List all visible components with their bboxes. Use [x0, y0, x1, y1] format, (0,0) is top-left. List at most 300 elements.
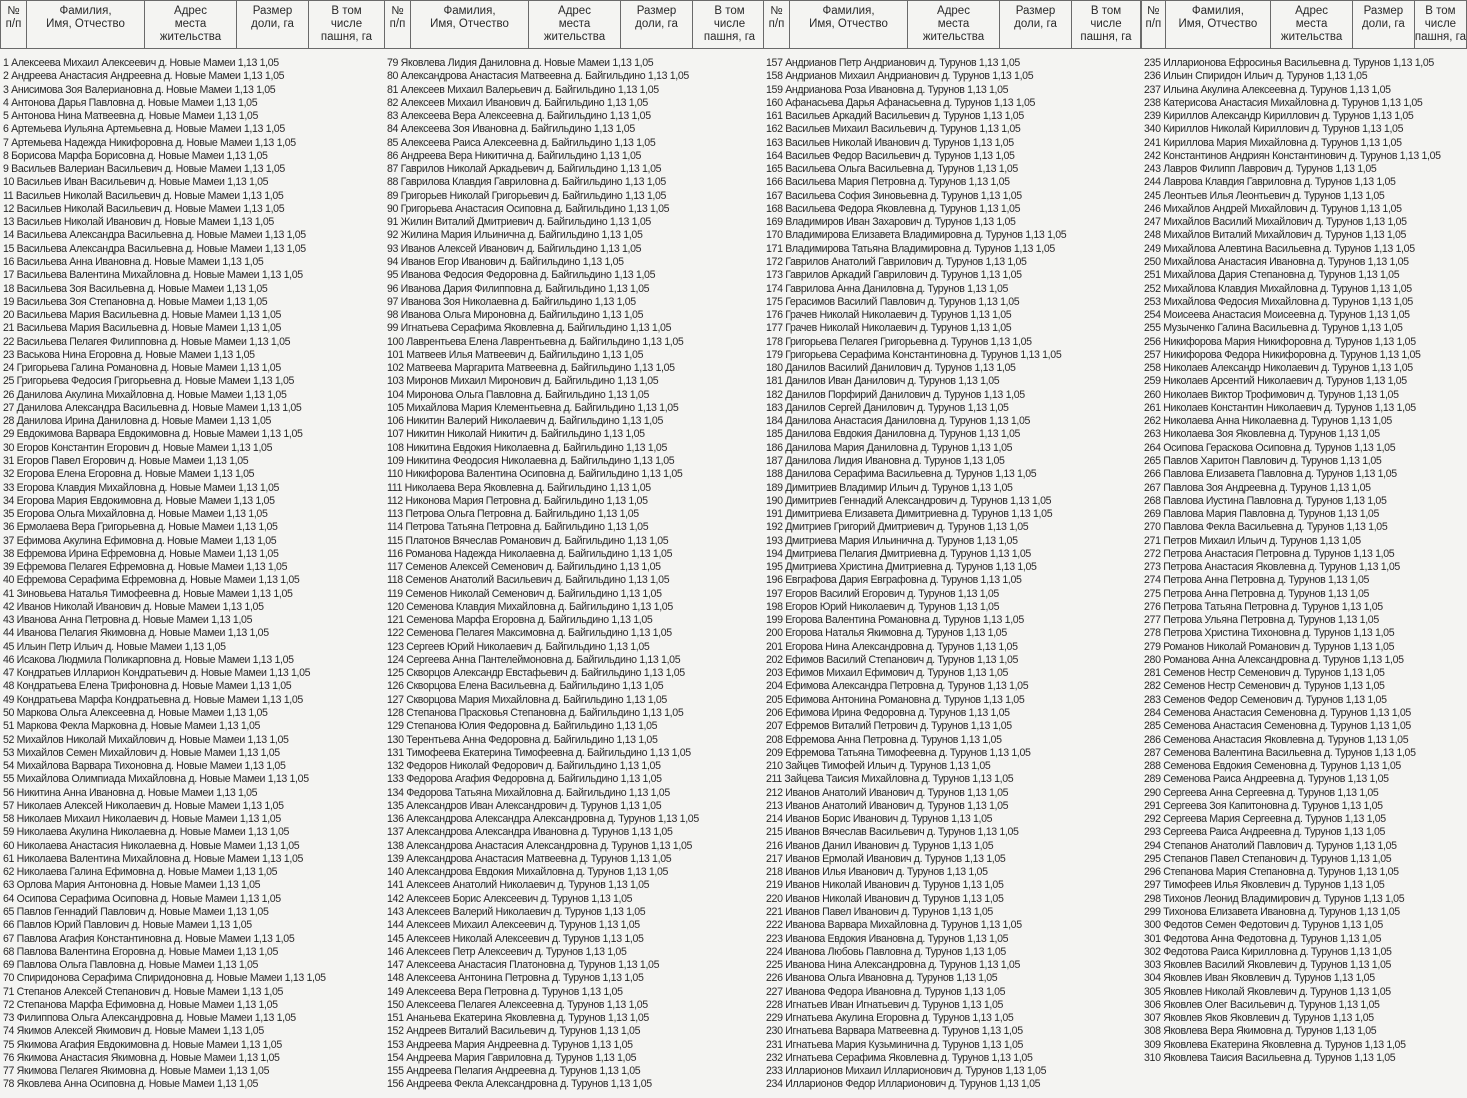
table-row: 245 Леонтьев Илья Леонтьевич д. Турунов 1,13 1,05 — [1144, 189, 1385, 202]
table-row: 107 Никитин Николай Никитич д. Байгильдино 1,13 1,05 — [387, 428, 645, 441]
table-row: 130 Терентьева Анна Федоровна д. Байгильдино 1,13 1,05 — [387, 733, 658, 746]
table-row: 103 Миронов Михаил Миронович д. Байгильдино 1,13 1,05 — [387, 375, 659, 388]
table-row: 1 Алексеева Михаил Алексеевич д. Новые Мамеи 1,13 1,05 — [3, 57, 279, 69]
table-row: 239 Кириллов Александр Кириллович д. Турунов 1,13 1,05 — [1144, 110, 1414, 123]
table-row: 127 Скворцова Мария Михайловна д. Байгильдино 1,13 1,05 — [387, 693, 667, 706]
table-row: 123 Сергеев Юрий Николаевич д. Байгильдино 1,13 1,05 — [387, 640, 650, 653]
table-row: 268 Павлова Иустина Павловна д. Турунов 1,13 1,05 — [1144, 494, 1387, 507]
table-row: 253 Михайлова Федосия Михайловна д. Турунов 1,13 1,05 — [1144, 295, 1413, 308]
table-row: 230 Игнатьева Варвара Матвеевна д. Турунов 1,13 1,05 — [766, 1025, 1023, 1038]
table-row: 16 Васильева Анна Ивановна д. Новые Мамеи 1,13 1,05 — [3, 255, 264, 268]
table-row: 170 Владимирова Елизавета Владимировна д. Турунов 1,13 1,05 — [766, 229, 1067, 242]
header-arable: В том числе пашня, га — [703, 5, 756, 43]
table-row: 95 Иванова Федосия Федоровна д. Байгильдино 1,13 1,05 — [387, 269, 656, 282]
table-row: 51 Маркова Фекла Марковна д. Новые Мамеи 1,13 1,05 — [3, 720, 261, 733]
table-row: 104 Миронова Ольга Павловна д. Байгильдино 1,13 1,05 — [387, 388, 649, 401]
table-row: 159 Андрианова Роза Ивановна д. Турунов 1,13 1,05 — [766, 83, 1009, 96]
table-row: 276 Петрова Татьяна Петровна д. Турунов 1,13 1,05 — [1144, 600, 1383, 613]
header-arable: В том числе пашня, га — [320, 5, 373, 43]
table-row: 269 Павлова Мария Павловна д. Турунов 1,13 1,05 — [1144, 508, 1380, 521]
table-row: 231 Игнатьева Мария Кузьминична д. Турунов 1,13 1,05 — [766, 1038, 1024, 1051]
table-row: 19 Васильева Зоя Степановна д. Новые Мамеи 1,13 1,05 — [3, 295, 268, 308]
table-row: 94 Иванов Егор Иванович д. Байгильдино 1,13 1,05 — [387, 255, 624, 268]
table-row: 101 Матвеев Илья Матвеевич д. Байгильдино 1,13 1,05 — [387, 348, 644, 361]
header-num: № п/п — [764, 1, 790, 48]
table-row: 260 Николаев Виктор Трофимович д. Турунов 1,13 1,05 — [1144, 388, 1399, 401]
table-row: 32 Егорова Елена Егоровна д. Новые Мамеи 1,13 1,05 — [3, 468, 255, 481]
table-row: 180 Данилов Василий Данилович д. Турунов 1,13 1,05 — [766, 362, 1016, 375]
table-row: 79 Яковлева Лидия Даниловна д. Новые Мамеи 1,13 1,05 — [387, 57, 654, 69]
table-row: 125 Скворцов Александр Евстафьевич д. Байгильдино 1,13 1,05 — [387, 667, 685, 680]
table-row: 22 Васильева Пелагея Филипповна д. Новые Мамеи 1,13 1,05 — [3, 335, 291, 348]
table-row: 85 Алексеева Раиса Алексеевна д. Байгильдино 1,13 1,05 — [387, 136, 656, 149]
table-row: 142 Алексеев Борис Алексеевич д. Турунов 1,13 1,05 — [387, 892, 633, 905]
table-row: 199 Егорова Валентина Романовна д. Турунов 1,13 1,05 — [766, 614, 1024, 627]
table-row: 211 Зайцева Таисия Михайловна д. Турунов 1,13 1,05 — [766, 773, 1014, 786]
table-row: 57 Николаев Алексей Николаевич д. Новые Мамеи 1,13 1,05 — [3, 799, 284, 812]
table-row: 310 Яковлева Таисия Васильевна д. Турунов 1,13 1,05 — [1144, 1051, 1396, 1064]
table-row: 5 Антонова Нина Матвеевна д. Новые Мамеи 1,13 1,05 — [3, 110, 259, 123]
table-row: 88 Гаврилова Клавдия Гавриловна д. Байгильдино 1,13 1,05 — [387, 176, 666, 189]
table-row: 172 Гаврилов Анатолий Гаврилович д. Турунов 1,13 1,05 — [766, 255, 1027, 268]
table-row: 177 Грачев Николай Николаевич д. Турунов 1,13 1,05 — [766, 322, 1012, 335]
table-row: 162 Васильев Михаил Васильевич д. Турунов 1,13 1,05 — [766, 123, 1021, 136]
table-row: 228 Игнатьев Иван Игнатьевич д. Турунов 1,13 1,05 — [766, 998, 1004, 1011]
table-row: 259 Николаев Арсентий Николаевич д. Турунов 1,13 1,05 — [1144, 375, 1407, 388]
table-rows — [387, 57, 767, 1092]
table-row: 188 Данилова Серафима Васильевна д. Турунов 1,13 1,05 — [766, 468, 1037, 481]
table-row: 168 Васильева Федора Яковлевна д. Турунов 1,13 1,05 — [766, 202, 1021, 215]
table-row: 145 Алексеев Николай Алексеевич д. Турунов 1,13 1,05 — [387, 932, 644, 945]
table-row: 124 Сергеева Анна Пантелеймоновна д. Байгильдино 1,13 1,05 — [387, 653, 681, 666]
table-row: 39 Ефремова Пелагея Ефремовна д. Новые Мамеи 1,13 1,05 — [3, 561, 288, 574]
table-row: 208 Ефремова Анна Петровна д. Турунов 1,13 1,05 — [766, 733, 1002, 746]
table-row: 149 Алексеева Вера Петровна д. Турунов 1,13 1,05 — [387, 985, 623, 998]
table-row: 173 Гаврилов Аркадий Гаврилович д. Турунов 1,13 1,05 — [766, 269, 1022, 282]
table-row: 262 Николаева Анна Николаевна д. Турунов 1,13 1,05 — [1144, 415, 1392, 428]
table-column-1 — [0, 0, 385, 1098]
table-row: 226 Иванова Ольга Ивановна д. Турунов 1,13 1,05 — [766, 972, 998, 985]
table-row: 298 Тихонов Леонид Владимирович д. Турунов 1,13 1,05 — [1144, 892, 1405, 905]
table-row: 83 Алексеева Вера Алексеевна д. Байгильдино 1,13 1,05 — [387, 110, 651, 123]
table-row: 3 Анисимова Зоя Валериановна д. Новые Мамеи 1,13 1,05 — [3, 83, 276, 96]
table-row: 187 Данилова Лидия Ивановна д. Турунов 1,13 1,05 — [766, 454, 1005, 467]
table-row: 26 Данилова Акулина Михайловна д. Новые Мамеи 1,13 1,05 — [3, 388, 287, 401]
table-row: 44 Иванова Пелагия Якимовна д. Новые Мамеи 1,13 1,05 — [3, 627, 269, 640]
table-row: 35 Егорова Ольга Михайловна д. Новые Мамеи 1,13 1,05 — [3, 508, 268, 521]
table-row: 272 Петрова Анастасия Петровна д. Турунов 1,13 1,05 — [1144, 547, 1395, 560]
table-row: 175 Герасимов Василий Павлович д. Турунов 1,13 1,05 — [766, 295, 1020, 308]
table-row: 81 Алексеев Михаил Валерьевич д. Байгильдино 1,13 1,05 — [387, 83, 659, 96]
table-row: 66 Павлов Юрий Павлович д. Новые Мамеи 1,13 1,05 — [3, 919, 252, 932]
table-row: 250 Михайлова Анастасия Ивановна д. Турунов 1,13 1,05 — [1144, 255, 1409, 268]
table-row: 122 Семенова Пелагея Максимовна д. Байгильдино 1,13 1,05 — [387, 627, 672, 640]
table-row: 10 Васильев Иван Васильевич д. Новые Мамеи 1,13 1,05 — [3, 176, 269, 189]
header-address: Адрес места жительства — [145, 1, 237, 48]
table-row: 238 Катерисова Анастасия Михайловна д. Турунов 1,13 1,05 — [1144, 96, 1423, 109]
table-row: 70 Спиридонова Серафима Спиридоновна д. Новые Мамеи 1,13 1,05 — [3, 972, 326, 985]
table-row: 198 Егоров Юрий Николаевич д. Турунов 1,13 1,05 — [766, 600, 1000, 613]
table-row: 139 Александрова Анастасия Матвеевна д. Турунов 1,13 1,05 — [387, 852, 672, 865]
table-row: 116 Романова Надежда Николаевна д. Байгильдино 1,13 1,05 — [387, 547, 673, 560]
table-row: 111 Николаева Вера Яковлевна д. Байгильдино 1,13 1,05 — [387, 481, 651, 494]
table-row: 275 Петрова Анна Петровна д. Турунов 1,13 1,05 — [1144, 587, 1370, 600]
table-row: 75 Якимова Агафия Евдокимовна д. Новые Мамеи 1,13 1,05 — [3, 1038, 282, 1051]
table-row: 241 Кириллова Мария Михайловна д. Турунов 1,13 1,05 — [1144, 136, 1402, 149]
table-row: 169 Владимиров Иван Захарович д. Турунов 1,13 1,05 — [766, 216, 1016, 229]
header-arable: В том числе пашня, га — [1414, 5, 1466, 43]
table-row: 29 Евдокимова Варвара Евдокимовна д. Новые Мамеи 1,13 1,05 — [3, 428, 303, 441]
table-row: 189 Димитриев Владимир Ильич д. Турунов 1,13 1,05 — [766, 481, 1013, 494]
table-row: 135 Александров Иван Александрович д. Турунов 1,13 1,05 — [387, 799, 662, 812]
table-row: 28 Данилова Ирина Даниловна д. Новые Мамеи 1,13 1,05 — [3, 415, 272, 428]
table-row: 248 Михайлов Виталий Михайлович д. Турунов 1,13 1,05 — [1144, 229, 1407, 242]
table-row: 181 Данилов Иван Данилович д. Турунов 1,13 1,05 — [766, 375, 1000, 388]
header-name: Фамилия, Имя, Отчество — [1166, 1, 1271, 48]
table-row: 229 Игнатьева Акулина Егоровна д. Турунов 1,13 1,05 — [766, 1012, 1014, 1025]
table-row: 31 Егоров Павел Егорович д. Новые Мамеи 1,13 1,05 — [3, 454, 249, 467]
table-row: 156 Андреева Фекла Александровна д. Турунов 1,13 1,05 — [387, 1078, 652, 1091]
table-row: 99 Игнатьева Серафима Яковлевна д. Байгильдино 1,13 1,05 — [387, 322, 672, 335]
table-row: 224 Иванова Любовь Павловна д. Турунов 1,13 1,05 — [766, 945, 1006, 958]
table-row: 179 Григорьева Серафима Константиновна д. Турунов 1,13 1,05 — [766, 348, 1062, 361]
table-row: 121 Семенова Марфа Егоровна д. Байгильдино 1,13 1,05 — [387, 614, 653, 627]
table-row: 340 Кириллов Николай Кириллович д. Турунов 1,13 1,05 — [1144, 123, 1404, 136]
table-row: 217 Иванов Ермолай Иванович д. Турунов 1,13 1,05 — [766, 852, 1006, 865]
table-row: 76 Якимова Анастасия Якимовна д. Новые Мамеи 1,13 1,05 — [3, 1051, 280, 1064]
table-column-4 — [1141, 0, 1467, 1098]
table-row: 219 Иванов Николай Иванович д. Турунов 1,13 1,05 — [766, 879, 1004, 892]
table-row: 233 Илларионов Михаил Илларионович д. Турунов 1,13 1,05 — [766, 1065, 1047, 1078]
table-row: 50 Маркова Ольга Алексеевна д. Новые Мамеи 1,13 1,05 — [3, 707, 268, 720]
table-row: 196 Евграфова Дария Евграфовна д. Турунов 1,13 1,05 — [766, 574, 1022, 587]
table-row: 303 Яковлев Василий Яковлевич д. Турунов 1,13 1,05 — [1144, 959, 1392, 972]
table-row: 41 Зиновьева Наталья Тимофеевна д. Новые Мамеи 1,13 1,05 — [3, 587, 293, 600]
table-row: 154 Андреева Мария Гавриловна д. Турунов 1,13 1,05 — [387, 1051, 637, 1064]
header-name: Фамилия, Имя, Отчество — [27, 1, 145, 48]
table-row: 138 Александрова Анастасия Александровна д. Турунов 1,13 1,05 — [387, 839, 693, 852]
table-row: 296 Степанова Мария Степановна д. Турунов 1,13 1,05 — [1144, 866, 1399, 879]
table-row: 305 Яковлев Николай Яковлевич д. Турунов 1,13 1,05 — [1144, 985, 1391, 998]
table-row: 131 Тимофеева Екатерина Тимофеевна д. Байгильдино 1,13 1,05 — [387, 746, 691, 759]
table-row: 58 Николаев Михаил Николаевич д. Новые Мамеи 1,13 1,05 — [3, 813, 281, 826]
table-row: 206 Ефимова Ирина Федоровна д. Турунов 1,13 1,05 — [766, 707, 1010, 720]
table-column-2 — [384, 0, 767, 1098]
table-row: 6 Артемьева Иульяна Артемьевна д. Новые Мамеи 1,13 1,05 — [3, 123, 285, 136]
table-row: 105 Михайлова Мария Клементьевна д. Байгильдино 1,13 1,05 — [387, 401, 679, 414]
table-row: 89 Григорьев Николай Григорьевич д. Байгильдино 1,13 1,05 — [387, 189, 667, 202]
table-row: 222 Иванова Варвара Михайловна д. Турунов 1,13 1,05 — [766, 919, 1022, 932]
table-row: 72 Степанова Марфа Ефимовна д. Новые Мамеи 1,13 1,05 — [3, 998, 278, 1011]
table-row: 155 Андреева Пелагия Андреевна д. Турунов 1,13 1,05 — [387, 1065, 641, 1078]
table-row: 225 Иванова Нина Александровна д. Турунов 1,13 1,05 — [766, 959, 1021, 972]
table-row: 90 Григорьева Анастасия Осиповна д. Байгильдино 1,13 1,05 — [387, 202, 670, 215]
header-address: Адрес места жительства — [908, 1, 1000, 48]
table-row: 252 Михайлова Клавдия Михайловна д. Турунов 1,13 1,05 — [1144, 282, 1412, 295]
table-row: 279 Романов Николай Романович д. Турунов 1,13 1,05 — [1144, 640, 1395, 653]
table-row: 128 Степанова Прасковья Степановна д. Байгильдино 1,13 1,05 — [387, 707, 684, 720]
table-row: 212 Иванов Анатолий Иванович д. Турунов 1,13 1,05 — [766, 786, 1009, 799]
table-row: 92 Жилина Мария Ильинична д. Байгильдино 1,13 1,05 — [387, 229, 643, 242]
header-size: Размер доли, га — [1353, 1, 1415, 48]
table-row: 204 Ефимова Александра Петровна д. Турунов 1,13 1,05 — [766, 680, 1029, 693]
table-row: 48 Кондратьева Елена Трифоновна д. Новые Мамеи 1,13 1,05 — [3, 680, 292, 693]
table-row: 299 Тихонова Елизавета Ивановна д. Турунов 1,13 1,05 — [1144, 906, 1400, 918]
table-row: 243 Лавров Филипп Лаврович д. Турунов 1,13 1,05 — [1144, 163, 1377, 176]
table-row: 61 Николаева Валентина Михайловна д. Новые Мамеи 1,13 1,05 — [3, 852, 304, 865]
table-row: 119 Семенов Николай Семенович д. Байгильдино 1,13 1,05 — [387, 587, 662, 600]
table-row: 178 Григорьева Пелагея Григорьевна д. Турунов 1,13 1,05 — [766, 335, 1032, 348]
table-row: 17 Васильева Валентина Михайловна д. Новые Мамеи 1,13 1,05 — [3, 269, 303, 282]
table-row: 110 Никифорова Валентина Осиповна д. Байгильдино 1,13 1,05 — [387, 468, 683, 481]
header-arable: В том числе пашня, га — [1080, 5, 1132, 43]
table-row: 184 Данилова Анастасия Даниловна д. Турунов 1,13 1,05 — [766, 415, 1031, 428]
table-row: 120 Семенова Клавдия Михайловна д. Байгильдино 1,13 1,05 — [387, 600, 673, 613]
table-row: 64 Осипова Серафима Осиповна д. Новые Мамеи 1,13 1,05 — [3, 892, 281, 905]
table-row: 193 Дмитриева Мария Ильинична д. Турунов 1,13 1,05 — [766, 534, 1018, 547]
table-row: 249 Михайлова Алевтина Васильевна д. Турунов 1,13 1,05 — [1144, 242, 1415, 255]
table-row: 132 Федоров Николай Федорович д. Байгильдино 1,13 1,05 — [387, 760, 661, 773]
table-row: 93 Иванов Алексей Иванович д. Байгильдино 1,13 1,05 — [387, 242, 642, 255]
table-row: 77 Якимова Пелагея Якимовна д. Новые Мамеи 1,13 1,05 — [3, 1065, 270, 1078]
table-row: 214 Иванов Борис Иванович д. Турунов 1,13 1,05 — [766, 813, 993, 826]
table-row: 237 Ильина Акулина Алексеевна д. Турунов 1,13 1,05 — [1144, 83, 1391, 96]
table-header — [763, 0, 1141, 49]
header-name: Фамилия, Имя, Отчество — [790, 1, 908, 48]
table-rows — [766, 57, 1141, 1092]
table-row: 246 Михайлов Андрей Михайлович д. Турунов 1,13 1,05 — [1144, 202, 1402, 215]
header-num: № п/п — [385, 1, 411, 48]
table-header — [1141, 0, 1467, 49]
table-row: 186 Данилова Мария Даниловна д. Турунов 1,13 1,05 — [766, 441, 1013, 454]
table-header — [384, 0, 767, 49]
table-row: 157 Андрианов Петр Андрианович д. Турунов 1,13 1,05 — [766, 57, 1020, 69]
table-row: 247 Михайлов Василий Михайлович д. Турунов 1,13 1,05 — [1144, 216, 1407, 229]
table-row: 114 Петрова Татьяна Петровна д. Байгильдино 1,13 1,05 — [387, 521, 649, 534]
table-row: 302 Федотова Раиса Кирилловна д. Турунов 1,13 1,05 — [1144, 945, 1392, 958]
table-row: 27 Данилова Александра Васильевна д. Новые Мамеи 1,13 1,05 — [3, 401, 302, 414]
header-size: Размер доли, га — [237, 1, 309, 48]
table-row: 291 Сергеева Зоя Капитоновна д. Турунов 1,13 1,05 — [1144, 799, 1383, 812]
table-row: 266 Павлова Елизавета Павловна д. Турунов 1,13 1,05 — [1144, 468, 1397, 481]
table-row: 47 Кондратьев Илларион Кондратьевич д. Новые Мамеи 1,13 1,05 — [3, 667, 311, 680]
table-row: 37 Ефимова Акулина Ефимовна д. Новые Мамеи 1,13 1,05 — [3, 534, 277, 547]
header-name: Фамилия, Имя, Отчество — [411, 1, 529, 48]
table-row: 63 Орлова Мария Антоновна д. Новые Мамеи 1,13 1,05 — [3, 879, 261, 892]
table-row: 304 Яковлев Иван Яковлевич д. Турунов 1,13 1,05 — [1144, 972, 1375, 985]
table-row: 136 Александрова Александра Александровна д. Турунов 1,13 1,05 — [387, 813, 699, 826]
table-row: 297 Тимофеев Илья Яковлевич д. Турунов 1,13 1,05 — [1144, 879, 1385, 892]
table-row: 213 Иванов Анатолий Иванович д. Турунов 1,13 1,05 — [766, 799, 1009, 812]
table-row: 21 Васильева Мария Васильевна д. Новые Мамеи 1,13 1,05 — [3, 322, 282, 335]
table-row: 54 Михайлова Варвара Тихоновна д. Новые Мамеи 1,13 1,05 — [3, 760, 286, 773]
table-row: 148 Алексеева Антонина Петровна д. Турунов 1,13 1,05 — [387, 972, 644, 985]
table-row: 265 Павлов Харитон Павлович д. Турунов 1,13 1,05 — [1144, 454, 1382, 467]
table-row: 137 Александрова Александра Ивановна д. Турунов 1,13 1,05 — [387, 826, 673, 839]
table-row: 98 Иванова Ольга Мироновна д. Байгильдино 1,13 1,05 — [387, 309, 644, 322]
table-row: 12 Васильев Николай Васильевич д. Новые Мамеи 1,13 1,05 — [3, 202, 285, 215]
table-row: 203 Ефимов Михаил Ефимович д. Турунов 1,13 1,05 — [766, 667, 1009, 680]
table-row: 71 Степанов Алексей Степанович д. Новые Мамеи 1,13 1,05 — [3, 985, 284, 998]
table-row: 283 Семенов Федор Семенович д. Турунов 1,13 1,05 — [1144, 693, 1387, 706]
table-row: 166 Васильева Мария Петровна д. Турунов 1,13 1,05 — [766, 176, 1010, 189]
table-row: 242 Константинов Андриян Константинович д. Турунов 1,13 1,05 — [1144, 149, 1441, 162]
table-row: 271 Петров Михаил Ильич д. Турунов 1,13 1,05 — [1144, 534, 1361, 547]
table-row: 289 Семенова Раиса Андреевна д. Турунов 1,13 1,05 — [1144, 773, 1389, 786]
table-row: 307 Яковлев Яков Яковлевич д. Турунов 1,13 1,05 — [1144, 1012, 1374, 1025]
table-row: 209 Ефремова Татьяна Тимофеевна д. Турунов 1,13 1,05 — [766, 746, 1031, 759]
table-row: 15 Васильева Александра Васильевна д. Новые Мамеи 1,13 1,05 — [3, 242, 306, 255]
table-row: 263 Николаева Зоя Яковлевна д. Турунов 1,13 1,05 — [1144, 428, 1380, 441]
table-row: 295 Степанов Павел Степанович д. Турунов 1,13 1,05 — [1144, 852, 1392, 865]
table-row: 24 Григорьева Галина Романовна д. Новые Мамеи 1,13 1,05 — [3, 362, 281, 375]
table-row: 174 Гаврилова Анна Даниловна д. Турунов 1,13 1,05 — [766, 282, 1009, 295]
table-row: 197 Егоров Василий Егорович д. Турунов 1,13 1,05 — [766, 587, 999, 600]
table-row: 45 Ильин Петр Ильич д. Новые Мамеи 1,13 1,05 — [3, 640, 226, 653]
table-row: 65 Павлов Геннадий Павлович д. Новые Мамеи 1,13 1,05 — [3, 906, 269, 918]
table-row: 67 Павлова Агафия Константиновна д. Новые Мамеи 1,13 1,05 — [3, 932, 295, 945]
table-row: 293 Сергеева Раиса Андреевна д. Турунов 1,13 1,05 — [1144, 826, 1386, 839]
table-row: 232 Игнатьева Серафима Яковлевна д. Турунов 1,13 1,05 — [766, 1051, 1033, 1064]
table-row: 109 Никитина Феодосия Николаевна д. Байгильдино 1,13 1,05 — [387, 454, 675, 467]
table-row: 309 Яковлева Екатерина Яковлевна д. Турунов 1,13 1,05 — [1144, 1038, 1406, 1051]
table-row: 14 Васильева Александра Васильевна д. Новые Мамеи 1,13 1,05 — [3, 229, 306, 242]
table-row: 202 Ефимов Василий Степанович д. Турунов 1,13 1,05 — [766, 653, 1019, 666]
table-row: 185 Данилова Евдокия Даниловна д. Турунов 1,13 1,05 — [766, 428, 1021, 441]
table-row: 216 Иванов Данил Иванович д. Турунов 1,13 1,05 — [766, 839, 994, 852]
header-num: № п/п — [1, 1, 27, 48]
table-row: 112 Никонова Мария Петровна д. Байгильдино 1,13 1,05 — [387, 494, 648, 507]
table-row: 258 Николаев Александр Николаевич д. Турунов 1,13 1,05 — [1144, 362, 1413, 375]
table-row: 150 Алексеева Пелагея Алексеевна д. Турунов 1,13 1,05 — [387, 998, 648, 1011]
table-rows — [3, 57, 385, 1092]
table-row: 34 Егорова Мария Евдокимовна д. Новые Мамеи 1,13 1,05 — [3, 494, 275, 507]
table-row: 201 Егорова Нина Александровна д. Турунов 1,13 1,05 — [766, 640, 1018, 653]
table-row: 69 Павлова Ольга Павловна д. Новые Мамеи 1,13 1,05 — [3, 959, 259, 972]
table-row: 256 Никифорова Мария Никифоровна д. Турунов 1,13 1,05 — [1144, 335, 1416, 348]
table-row: 220 Иванов Николай Иванович д. Турунов 1,13 1,05 — [766, 892, 1004, 905]
table-row: 126 Скворцова Елена Васильевна д. Байгильдино 1,13 1,05 — [387, 680, 664, 693]
table-row: 33 Егорова Клавдия Михайловна д. Новые Мамеи 1,13 1,05 — [3, 481, 280, 494]
table-row: 182 Данилов Порфирий Данилович д. Турунов 1,13 1,05 — [766, 388, 1025, 401]
table-row: 163 Васильев Николай Иванович д. Турунов 1,13 1,05 — [766, 136, 1014, 149]
header-size: Размер доли, га — [1000, 1, 1072, 48]
table-row: 9 Васильев Валериан Васильевич д. Новые Мамеи 1,13 1,05 — [3, 163, 285, 176]
table-row: 158 Андрианов Михаил Андрианович д. Турунов 1,13 1,05 — [766, 70, 1034, 83]
table-row: 100 Лаврентьева Елена Лаврентьевна д. Байгильдино 1,13 1,05 — [387, 335, 684, 348]
table-row: 2 Андреева Анастасия Андреевна д. Новые Мамеи 1,13 1,05 — [3, 70, 285, 83]
table-row: 11 Васильев Николай Васильевич д. Новые Мамеи 1,13 1,05 — [3, 189, 284, 202]
table-row: 200 Егорова Наталья Якимовна д. Турунов 1,13 1,05 — [766, 627, 1007, 640]
table-row: 223 Иванова Евдокия Ивановна д. Турунов 1,13 1,05 — [766, 932, 1009, 945]
table-row: 56 Никитина Анна Ивановна д. Новые Мамеи 1,13 1,05 — [3, 786, 258, 799]
table-row: 78 Яковлева Анна Осиповна д. Новые Мамеи 1,13 1,05 — [3, 1078, 259, 1091]
table-row: 270 Павлова Фекла Васильевна д. Турунов 1,13 1,05 — [1144, 521, 1388, 534]
table-column-3 — [763, 0, 1141, 1098]
table-row: 46 Исакова Людмила Поликарповна д. Новые Мамеи 1,13 1,05 — [3, 653, 294, 666]
table-row: 152 Андреев Виталий Васильевич д. Турунов 1,13 1,05 — [387, 1025, 641, 1038]
table-row: 183 Данилов Сергей Данилович д. Турунов 1,13 1,05 — [766, 401, 1009, 414]
table-row: 30 Егоров Константин Егорович д. Новые Мамеи 1,13 1,05 — [3, 441, 273, 454]
header-address: Адрес места жительства — [1271, 1, 1353, 48]
table-row: 288 Семенова Евдокия Семеновна д. Турунов 1,13 1,05 — [1144, 760, 1401, 773]
table-row: 300 Федотов Семен Федотович д. Турунов 1,13 1,05 — [1144, 919, 1383, 932]
table-row: 4 Антонова Дарья Павловна д. Новые Мамеи 1,13 1,05 — [3, 96, 258, 109]
table-row: 215 Иванов Вячеслав Васильевич д. Турунов 1,13 1,05 — [766, 826, 1019, 839]
table-row: 284 Семенова Анастасия Семеновна д. Турунов 1,13 1,05 — [1144, 707, 1411, 720]
table-row: 290 Сергеева Анна Сергеевна д. Турунов 1,13 1,05 — [1144, 786, 1379, 799]
table-row: 108 Никитина Евдокия Николаевна д. Байгильдино 1,13 1,05 — [387, 441, 668, 454]
table-row: 38 Ефремова Ирина Ефремовна д. Новые Мамеи 1,13 1,05 — [3, 547, 279, 560]
table-row: 133 Федорова Агафия Федоровна д. Байгильдино 1,13 1,05 — [387, 773, 662, 786]
table-row: 143 Алексеев Валерий Николаевич д. Турунов 1,13 1,05 — [387, 906, 646, 918]
table-row: 235 Илларионова Ефросинья Васильевна д. Турунов 1,13 1,05 — [1144, 57, 1434, 69]
table-row: 207 Ефремов Виталий Петрович д. Турунов 1,13 1,05 — [766, 720, 1012, 733]
table-row: 53 Михайлов Семен Михайлович д. Новые Мамеи 1,13 1,05 — [3, 746, 280, 759]
table-row: 134 Федорова Татьяна Михайловна д. Байгильдино 1,13 1,05 — [387, 786, 670, 799]
table-row: 292 Сергеева Мария Сергеевна д. Турунов 1,13 1,05 — [1144, 813, 1386, 826]
table-row: 167 Васильева София Зиновьевна д. Турунов 1,13 1,05 — [766, 189, 1022, 202]
table-row: 171 Владимирова Татьяна Владимировна д. Турунов 1,13 1,05 — [766, 242, 1055, 255]
table-row: 264 Осипова Гераскова Осиповна д. Турунов 1,13 1,05 — [1144, 441, 1396, 454]
table-row: 80 Александрова Анастасия Матвеевна д. Байгильдино 1,13 1,05 — [387, 70, 689, 83]
table-row: 43 Иванова Анна Петровна д. Новые Мамеи 1,13 1,05 — [3, 614, 253, 627]
table-row: 267 Павлова Зоя Андреевна д. Турунов 1,13 1,05 — [1144, 481, 1371, 494]
header-size: Размер доли, га — [621, 1, 693, 48]
table-rows — [1144, 57, 1467, 1065]
table-row: 74 Якимов Алексей Якимович д. Новые Мамеи 1,13 1,05 — [3, 1025, 264, 1038]
table-row: 227 Иванова Федора Ивановна д. Турунов 1,13 1,05 — [766, 985, 1006, 998]
table-row: 251 Михайлова Дария Степановна д. Турунов 1,13 1,05 — [1144, 269, 1400, 282]
table-row: 62 Николаева Галина Ефимовна д. Новые Мамеи 1,13 1,05 — [3, 866, 278, 879]
table-row: 55 Михайлова Олимпиада Михайловна д. Новые Мамеи 1,13 1,05 — [3, 773, 309, 786]
table-row: 13 Васильев Николай Иванович д. Новые Мамеи 1,13 1,05 — [3, 216, 274, 229]
table-row: 86 Андреева Вера Никитична д. Байгильдино 1,13 1,05 — [387, 149, 642, 162]
table-row: 7 Артемьева Надежда Никифоровна д. Новые Мамеи 1,13 1,05 — [3, 136, 296, 149]
table-row: 285 Семенова Анастасия Семеновна д. Турунов 1,13 1,05 — [1144, 720, 1411, 733]
table-row: 195 Дмитриева Христина Дмитриевна д. Турунов 1,13 1,05 — [766, 561, 1037, 574]
table-row: 210 Зайцев Тимофей Ильич д. Турунов 1,13 1,05 — [766, 760, 991, 773]
table-row: 192 Дмитриев Григорий Дмитриевич д. Турунов 1,13 1,05 — [766, 521, 1029, 534]
table-row: 308 Яковлева Вера Якимовна д. Турунов 1,13 1,05 — [1144, 1025, 1377, 1038]
table-row: 306 Яковлев Олег Васильевич д. Турунов 1,13 1,05 — [1144, 998, 1380, 1011]
table-row: 287 Семенова Валентина Васильевна д. Турунов 1,13 1,05 — [1144, 746, 1416, 759]
table-row: 140 Александрова Евдокия Михайловна д. Турунов 1,13 1,05 — [387, 866, 669, 879]
table-row: 190 Димитриев Геннадий Александрович д. Турунов 1,13 1,05 — [766, 494, 1052, 507]
table-row: 218 Иванов Илья Иванович д. Турунов 1,13 1,05 — [766, 866, 988, 879]
table-row: 254 Моисеева Анастасия Моисеевна д. Турунов 1,13 1,05 — [1144, 309, 1410, 322]
table-row: 281 Семенов Нестр Семенович д. Турунов 1,13 1,05 — [1144, 667, 1385, 680]
table-row: 91 Жилин Виталий Дмитриевич д. Байгильдино 1,13 1,05 — [387, 216, 651, 229]
table-row: 165 Васильева Ольга Васильевна д. Турунов 1,13 1,05 — [766, 163, 1018, 176]
table-row: 176 Грачев Николай Николаевич д. Турунов 1,13 1,05 — [766, 309, 1012, 322]
table-row: 18 Васильева Зоя Васильевна д. Новые Мамеи 1,13 1,05 — [3, 282, 268, 295]
table-row: 8 Борисова Марфа Борисовна д. Новые Мамеи 1,13 1,05 — [3, 149, 268, 162]
table-row: 113 Петрова Ольга Петровна д. Байгильдино 1,13 1,05 — [387, 508, 639, 521]
table-row: 40 Ефремова Серафима Ефремовна д. Новые Мамеи 1,13 1,05 — [3, 574, 300, 587]
table-header — [0, 0, 385, 49]
table-row: 153 Андреева Мария Андреевна д. Турунов 1,13 1,05 — [387, 1038, 633, 1051]
table-row: 236 Ильин Спиридон Ильич д. Турунов 1,13 1,05 — [1144, 70, 1368, 83]
table-row: 144 Алексеев Михаил Алексеевич д. Турунов 1,13 1,05 — [387, 919, 640, 932]
table-row: 115 Платонов Вячеслав Романович д. Байгильдино 1,13 1,05 — [387, 534, 669, 547]
table-row: 59 Николаева Акулина Николаевна д. Новые Мамеи 1,13 1,05 — [3, 826, 290, 839]
table-row: 60 Николаева Анастасия Николаевна д. Новые Мамеи 1,13 1,05 — [3, 839, 300, 852]
table-row: 147 Алексеева Анастасия Платоновна д. Турунов 1,13 1,05 — [387, 959, 660, 972]
table-row: 102 Матвеева Маргарита Матвеевна д. Байгильдино 1,13 1,05 — [387, 362, 675, 375]
table-row: 106 Никитин Валерий Николаевич д. Байгильдино 1,13 1,05 — [387, 415, 663, 428]
table-row: 20 Васильева Мария Васильевна д. Новые Мамеи 1,13 1,05 — [3, 309, 282, 322]
